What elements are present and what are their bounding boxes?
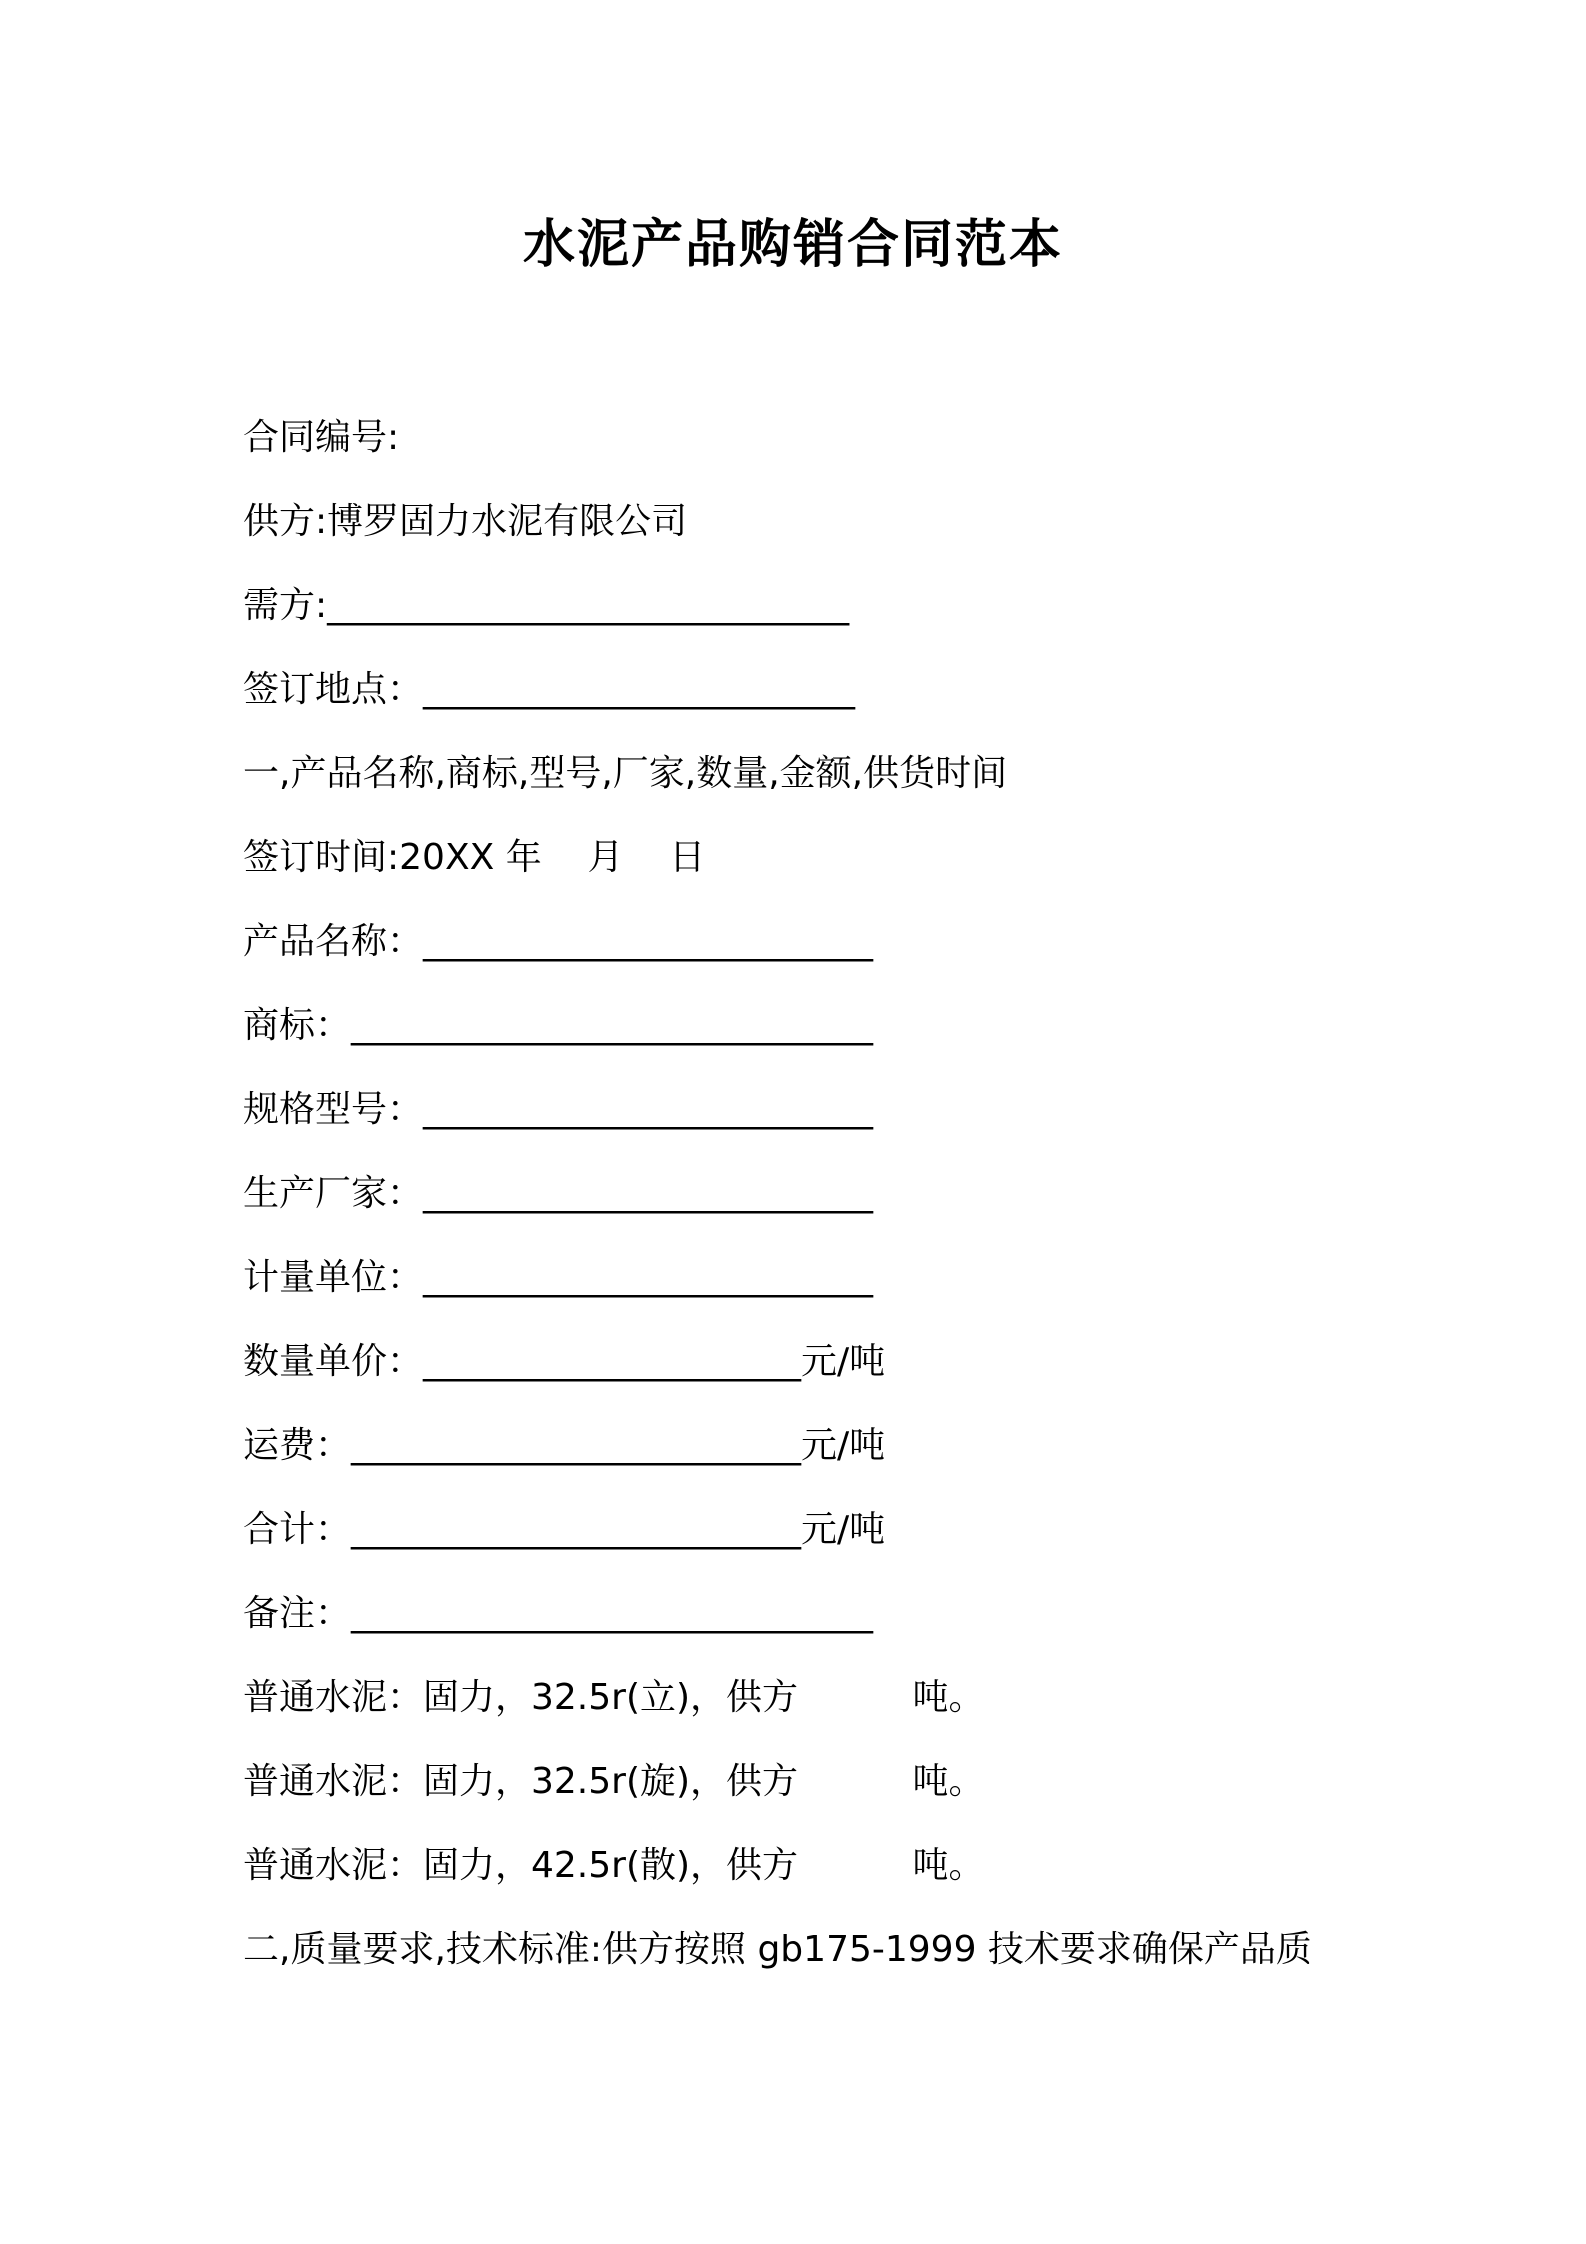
unit-price-line: 数量单价：_____________________元/吨 — [243, 1341, 886, 1382]
trademark-line: 商标：_____________________________ — [243, 1005, 874, 1046]
total-line: 合计：_________________________元/吨 — [243, 1509, 886, 1550]
cement-item-line: 普通水泥：固力，42.5r(散)，供方 吨。 — [243, 1845, 985, 1886]
section-two-heading: 二,质量要求,技术标准:供方按照 gb175-1999 技术要求确保产品质 — [243, 1929, 1312, 1970]
product-name-line: 产品名称：_________________________ — [243, 921, 874, 962]
model-line: 规格型号：_________________________ — [243, 1089, 874, 1130]
document-title: 水泥产品购销合同范本 — [522, 215, 1063, 275]
signing-date-line: 签订时间:20XX 年 月 日 — [243, 837, 706, 878]
signing-place-line: 签订地点：________________________ — [243, 669, 856, 710]
contract-number-line: 合同编号: — [243, 417, 400, 458]
cement-item-line: 普通水泥：固力，32.5r(旋)，供方 吨。 — [243, 1761, 985, 1802]
cement-item-line: 普通水泥：固力，32.5r(立)，供方 吨。 — [243, 1677, 985, 1718]
unit-line: 计量单位：_________________________ — [243, 1257, 874, 1298]
contract-body — [243, 408, 1443, 2004]
section-one-heading: 一,产品名称,商标,型号,厂家,数量,金额,供货时间 — [243, 753, 1008, 794]
supplier-line: 供方:博罗固力水泥有限公司 — [243, 501, 688, 542]
buyer-line: 需方:_____________________________ — [243, 585, 850, 626]
freight-line: 运费：_________________________元/吨 — [243, 1425, 886, 1466]
manufacturer-line: 生产厂家：_________________________ — [243, 1173, 874, 1214]
remarks-line: 备注：_____________________________ — [243, 1593, 874, 1634]
